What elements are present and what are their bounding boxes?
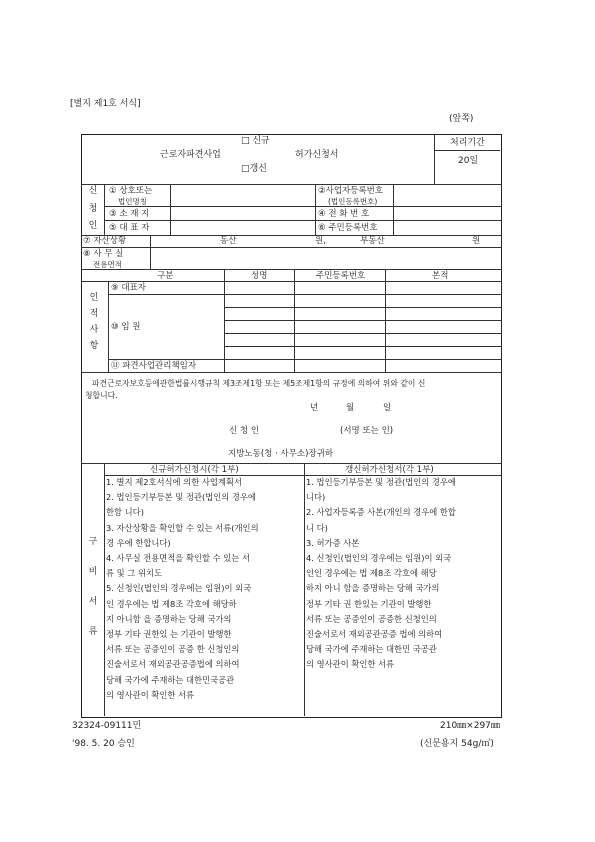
documents-side-char-4: 류 <box>88 627 98 637</box>
name-field[interactable] <box>172 186 313 204</box>
declaration-text-line2: 청합니다. <box>85 391 118 400</box>
document-line: 지 아니함 을 증명하는 당해 국가의 <box>106 613 232 624</box>
name-label: ① 상호또는 <box>109 186 153 196</box>
document-line: 정부 기타 권한있 는 기관이 발행한 <box>106 629 232 639</box>
option-new[interactable]: □ 신규 <box>241 136 270 146</box>
won-label-1: 원, <box>315 236 326 246</box>
immovable-assets-label: 부동산 <box>360 236 385 246</box>
personnel-line-a <box>224 307 501 308</box>
address-label: ③ 소 재 지 <box>109 209 150 219</box>
date-month-label: 월 <box>346 403 355 413</box>
document-line: 4. 사무실 전용면적을 확인할 수 있는 서 <box>106 553 250 563</box>
document-line: 4. 신청인(법인의 경우에는 임원)이 외국 <box>306 553 452 563</box>
form-code: 32324-09111민 <box>72 721 142 731</box>
document-line: 니다) <box>306 492 326 503</box>
row-manager-label: ⑪ 파견사업관리책임자 <box>111 361 197 371</box>
document-line: 의 영사관이 확인한 서류 <box>306 659 395 670</box>
office-label: ⑧ 사 무 실 <box>83 249 124 259</box>
paper-size: 210㎜×297㎜ <box>440 721 500 731</box>
applicant-col-divider1 <box>170 184 171 235</box>
assets-label: ⑦ 자산상황 <box>83 236 127 246</box>
document-line: 3. 허가증 사본 <box>306 537 360 548</box>
declaration-bottom-line <box>81 463 501 464</box>
representative-field[interactable] <box>172 222 313 234</box>
document-line: 인 경우에는 법 제8조 각호에 해당하 <box>106 598 237 609</box>
applicant-side-char-1: 신 <box>88 186 98 196</box>
addressee-label: 지방노동(청 · 사무소)장귀하 <box>228 449 334 459</box>
personnel-side-char-3: 사 <box>89 325 99 335</box>
document-line: 류 및 그 위치도 <box>106 568 163 579</box>
documents-header-line <box>104 475 501 476</box>
date-day-label: 일 <box>383 403 392 413</box>
assets-bottom-line <box>81 247 501 248</box>
option-renew[interactable]: □갱신 <box>241 164 267 174</box>
title-bottom-line <box>81 184 501 185</box>
applicant-row-line1 <box>104 206 501 207</box>
documents-col-divider <box>304 463 305 716</box>
page-side-label: (앞쪽) <box>449 114 474 124</box>
document-line: 경 우에 한합니다) <box>106 537 171 548</box>
document-line: 한함 니다) <box>106 507 144 518</box>
document-line: 니 다) <box>306 522 328 533</box>
document-line: 하지 아니 함을 증명하는 당해 국가의 <box>306 583 440 594</box>
new-documents-header: 신규허가신청시(각 1부) <box>150 465 239 475</box>
approval-date: '98. 5. 20 승인 <box>72 739 135 749</box>
document-line: 진술서로서 재외공관공증 법에 의하여 <box>306 629 443 639</box>
name-label-sub: 법인명칭 <box>118 197 147 206</box>
business-number-label: ②사업자등록번호 <box>318 186 384 196</box>
personnel-rep-line <box>108 294 501 295</box>
title-divider <box>434 134 435 184</box>
date-year-label: 년 <box>310 403 319 413</box>
sign-or-seal-label: (서명 또는 인) <box>340 426 394 436</box>
personnel-officer-line <box>108 359 501 360</box>
personnel-side-char-4: 항 <box>89 341 99 351</box>
row-representative-label: ⑨ 대표자 <box>111 283 146 293</box>
personnel-side-char-2: 적 <box>89 309 99 319</box>
applicant-side-divider <box>104 184 105 235</box>
resident-number-label: ⑥ 주민등록번호 <box>318 223 378 233</box>
document-line: 5. 신청인(법인의 경우에는 임원)이 외국 <box>106 583 252 594</box>
renew-documents-header: 갱신허가신청서(각 1부) <box>345 465 434 475</box>
row-officer-label: ⑩ 임 원 <box>111 322 141 332</box>
document-line: 당해 국가에 주재하는 대한민국공관 <box>106 674 235 685</box>
resident-number-field[interactable] <box>395 222 499 234</box>
applicant-col-divider2 <box>315 184 316 235</box>
business-number-field[interactable] <box>395 186 499 204</box>
applicant-side-char-3: 인 <box>88 221 98 231</box>
representative-label: ⑤ 대 표 자 <box>109 223 150 233</box>
applicant-sign-label: 신 청 인 <box>229 426 260 436</box>
personnel-line-b <box>224 320 501 321</box>
paper-spec: (신문용지 54g/㎡) <box>420 739 494 749</box>
document-line: 1. 별지 제2호서식에 의한 사업계획서 <box>106 477 242 487</box>
document-line: 2. 사업자등록증 사본(개인의 경우에 한합 <box>306 507 456 518</box>
col-type-header: 구분 <box>157 271 174 281</box>
applicant-side-char-2: 청 <box>88 204 98 214</box>
document-line: 2. 법인등기부등본 및 정관(법인의 경우에 <box>106 492 256 503</box>
applicant-col-divider3 <box>393 184 394 235</box>
documents-side-divider <box>104 463 105 716</box>
col-name-header: 성명 <box>251 271 268 281</box>
personnel-line-c <box>224 333 501 334</box>
assets-office-divider <box>150 235 151 269</box>
document-line: 정부 기타 권 한있는 기관이 발행한 <box>306 598 432 609</box>
document-line: 서류 또는 공증인이 공증 한 신청인의 <box>106 644 240 655</box>
declaration-text-line1: 파견근로자보호등에관한법률시행규칙 제3조제1항 또는 제5조제1항의 규정에 의하여 위와 같이 신 <box>92 379 426 388</box>
processing-period-value: 20일 <box>458 156 479 166</box>
form-number-label: [별지 제1호 서식] <box>70 99 141 109</box>
personnel-header-line <box>81 281 501 282</box>
document-line: 서류 또는 공증인이 공증한 신청인의 <box>306 613 437 624</box>
col-domicile-header: 본적 <box>432 271 449 281</box>
address-field[interactable] <box>172 208 313 219</box>
col-resident-number-header: 주민등록번호 <box>316 271 366 281</box>
document-line: 3. 자산상황을 확인할 수 있는 서류(개인의 <box>106 522 259 533</box>
movable-assets-label: 동산 <box>220 236 237 246</box>
personnel-side-char-1: 인 <box>89 293 99 303</box>
documents-side-char-2: 비 <box>88 567 98 577</box>
documents-side-char-3: 서 <box>88 597 98 607</box>
document-line: 진술서로서 재외공관공증법에 의하여 <box>106 659 240 670</box>
documents-side-char-1: 구 <box>88 537 98 547</box>
processing-period-label: 처리기간 <box>450 138 485 148</box>
office-bottom-line <box>81 269 501 270</box>
document-line: 의 영사관이 확인한 서류 <box>106 689 195 700</box>
phone-label: ④ 전 화 번 호 <box>318 209 370 219</box>
won-label-2: 원 <box>472 236 481 246</box>
office-label-sub: 전용면적 <box>93 260 122 269</box>
applicant-row-line2 <box>104 220 501 221</box>
applicant-bottom-line <box>81 235 501 236</box>
document-line: 당해 국가에 주재하는 대한민 국공관 <box>306 644 437 655</box>
processing-divider <box>434 150 500 151</box>
business-number-label-sub: (법인등록번호) <box>328 197 378 206</box>
document-line: 인인 경우에는 법 제8조 각호에 해당 <box>306 568 437 579</box>
phone-field[interactable] <box>395 208 499 219</box>
document-line: 1. 법인등기부등본 및 정관(법인의 경우에 <box>306 477 456 487</box>
form-title-left: 근로자파견사업 <box>160 150 221 160</box>
personnel-line-d <box>224 346 501 347</box>
office-area-field[interactable] <box>152 249 499 268</box>
form-title-right: 허가신청서 <box>295 150 339 160</box>
personnel-bottom-line <box>81 372 501 373</box>
